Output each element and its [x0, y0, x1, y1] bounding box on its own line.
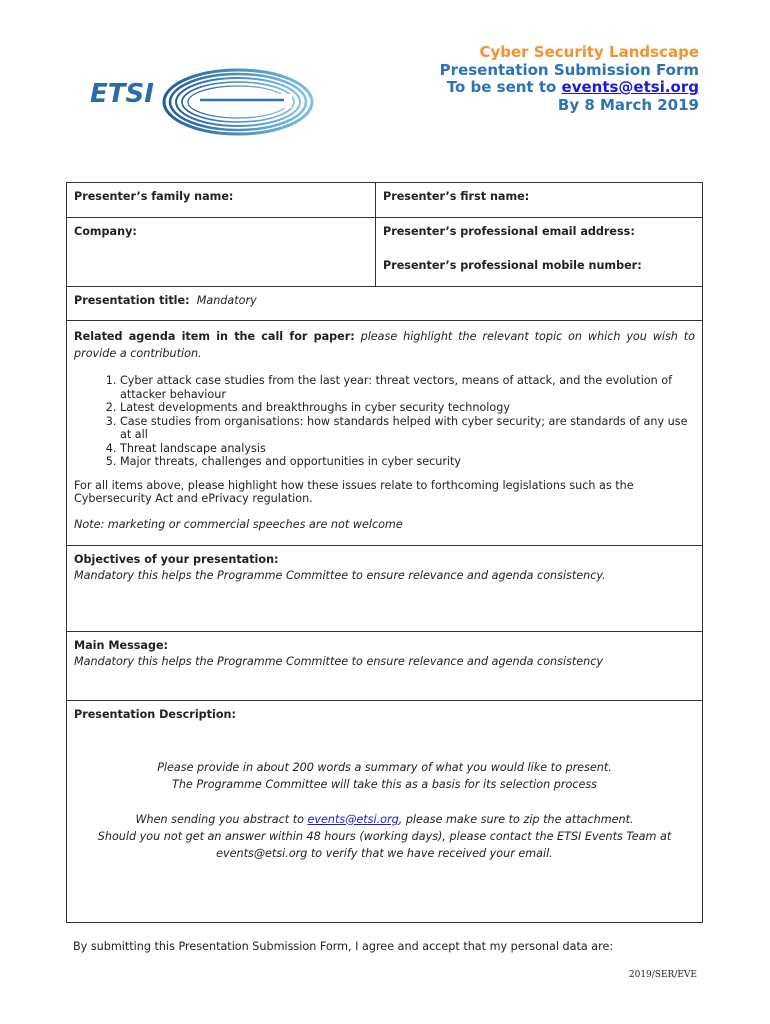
agenda-item: 1. Cyber attack case studies from the last year: threat vectors, means of attack, and the evolution of attacker behaviour [120, 374, 695, 401]
main-message-label: Main Message: [74, 638, 169, 652]
form-header [440, 44, 699, 114]
title-cell[interactable] [67, 287, 703, 321]
objectives-hint: Mandatory this helps the Programme Committee to ensure relevance and agenda consistency. [74, 568, 606, 582]
form-title: Presentation Submission Form [439, 60, 699, 79]
event-title: Cyber Security Landscape [479, 43, 699, 61]
desc-send-line: When sending you abstract to events@etsi.org, please make sure to zip the attachment. [135, 812, 634, 826]
description-cell[interactable] [67, 700, 703, 922]
family-name-cell[interactable] [67, 183, 376, 218]
company-cell[interactable] [67, 218, 376, 287]
objectives-cell[interactable] [67, 545, 703, 631]
objectives-label: Objectives of your presentation: [74, 552, 279, 566]
consent-text: By submitting this Presentation Submission Form, I agree and accept that my personal data are: [73, 940, 614, 953]
title-hint: Mandatory [196, 294, 257, 307]
description-instructions [74, 759, 695, 862]
deadline: By 8 March 2019 [557, 95, 699, 114]
agenda-item: 4. Threat landscape analysis [120, 442, 695, 456]
submission-form [66, 182, 703, 923]
agenda-list [74, 374, 695, 469]
desc-line-1: Please provide in about 200 words a summary of what you would like to present. [157, 760, 612, 774]
first-name-cell[interactable] [376, 183, 703, 218]
description-email-link[interactable]: events@etsi.org [307, 812, 399, 826]
desc-line-4: Should you not get an answer within 48 hours (working days), please contact the ETSI Events Team at events@etsi.org to verify that we have received your email. [97, 829, 672, 860]
agenda-item: 5. Major threats, challenges and opportunities in cyber security [120, 455, 695, 469]
mobile-label: Presenter’s professional mobile number: [383, 259, 642, 272]
document-reference: 2019/SER/EVE [628, 970, 697, 980]
description-label: Presentation Description: [74, 707, 236, 721]
etsi-logo-text: ETSI [90, 79, 154, 109]
main-message-hint: Mandatory this helps the Programme Committee to ensure relevance and agenda consistency [74, 654, 604, 668]
first-name-label: Presenter’s first name: [383, 190, 530, 203]
agenda-label: Related agenda item in the call for paper: [74, 330, 355, 343]
email-label: Presenter’s professional email address: [383, 225, 635, 238]
main-message-cell[interactable] [67, 631, 703, 700]
send-to-line: To be sent to events@etsi.org [446, 78, 699, 96]
company-label: Company: [74, 225, 137, 238]
agenda-item: 3. Case studies from organisations: how standards helped with cyber security; are standards of any use at all [120, 415, 695, 442]
agenda-note: For all items above, please highlight how these issues relate to forthcoming legislations such as the Cybersecurity Act and ePrivacy regulation. [74, 478, 634, 505]
agenda-hint: please highlight the relevant topic on which you wish to provide a contribution. [74, 330, 695, 360]
contact-cell[interactable] [376, 218, 703, 287]
etsi-logo [88, 64, 318, 140]
family-name-label: Presenter’s family name: [74, 190, 234, 203]
desc-line-2: The Programme Committee will take this as a basis for its selection process [172, 777, 597, 791]
agenda-warning: Note: marketing or commercial speeches are not welcome [74, 517, 403, 531]
title-label: Presentation title: [74, 294, 190, 307]
header-email-link[interactable]: events@etsi.org [561, 78, 699, 96]
agenda-item: 2. Latest developments and breakthroughs in cyber security technology [120, 401, 695, 415]
agenda-cell[interactable] [67, 321, 703, 546]
